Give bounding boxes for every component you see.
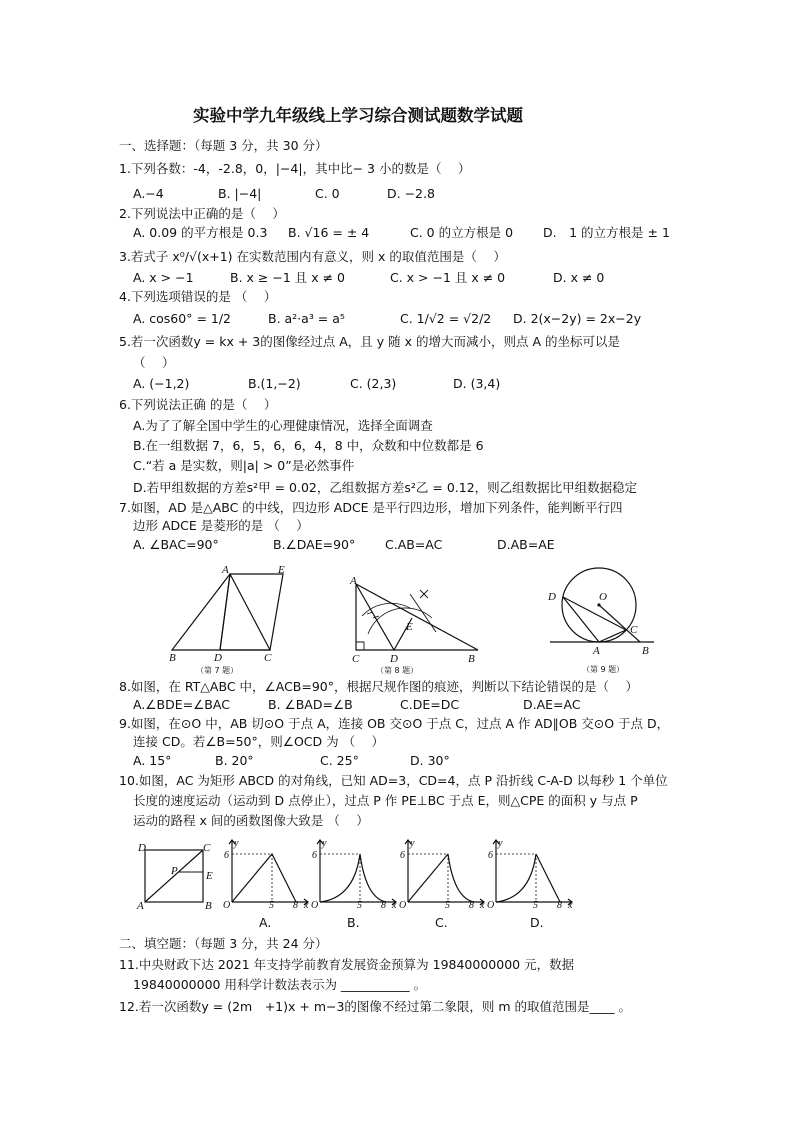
figure-8 [340, 574, 490, 678]
section-fill-heading: 二、填空题：（每题 3 分，共 24 分） [119, 936, 328, 951]
fig8-caption: （第 8 题） [376, 666, 419, 675]
q11-stem-line2: 19840000000 用科学计数法表示为 ___________ 。 [133, 977, 427, 992]
q4-option-c[interactable]: C. 1/√2 = √2/2 [400, 311, 492, 326]
q10c-origin: O [399, 900, 407, 908]
q10d-ymark: 6 [488, 850, 493, 861]
q4-option-b[interactable]: B. a²·a³ = a⁵ [268, 311, 345, 326]
q3-option-b[interactable]: B. x ≥ −1 且 x ≠ 0 [230, 270, 345, 285]
fig7-label-c: C [264, 652, 272, 664]
q9-option-d[interactable]: D. 30° [410, 753, 450, 768]
fig8-label-e: E [406, 621, 413, 633]
q10c-x1: 5 [445, 900, 450, 908]
q8-stem: 8.如图，在 RT△ABC 中，∠ACB=90°，根据尺规作图的痕迹，判断以下结论错误的是（ ） [119, 679, 638, 694]
q10-label-p: P [171, 865, 178, 877]
q4-stem: 4.下列选项错误的是 （ ） [119, 289, 277, 304]
fig7-label-b: B [169, 652, 176, 664]
fig9-label-a: A [593, 645, 600, 657]
q8-option-a[interactable]: A.∠BDE=∠BAC [133, 697, 230, 712]
q1-option-b[interactable]: B. |−4| [218, 186, 262, 201]
q2-stem: 2.下列说法中正确的是（ ） [119, 206, 285, 221]
q10d-axis-x: x [568, 900, 573, 908]
q10-option-d[interactable]: D. [530, 915, 544, 930]
q10b-x2: 8 [381, 900, 386, 908]
q12-stem: 12.若一次函数y = (2m +1)x + m−3的图像不经过第二象限，则 m 的取值范围是____ 。 [119, 999, 632, 1014]
q2-option-d[interactable]: D. 1 的立方根是 ± 1 [543, 225, 670, 240]
q6-stem: 6.下列说法正确 的是（ ） [119, 397, 277, 412]
q10d-x2: 8 [557, 900, 562, 908]
q3-stem: 3.若式子 x⁰/√(x+1) 在实数范围内有意义，则 x 的取值范围是（ ） [119, 249, 506, 264]
fig9-label-c: C [630, 624, 638, 636]
q6-option-d[interactable]: D.若甲组数据的方差s²甲 = 0.02，乙组数据方差s²乙 = 0.12，则乙组数据比甲组数据稳定 [133, 480, 638, 495]
fig7-label-d: D [214, 652, 222, 664]
q7-stem: 7.如图，AD 是△ABC 的中线，四边形 ADCE 是平行四边形，增加下列条件，能判断平行四 [119, 500, 623, 515]
q10c-ymark: 6 [400, 850, 405, 861]
q7-option-c[interactable]: C.AB=AC [385, 537, 443, 552]
q10-graph-d [486, 836, 576, 908]
q7-stem-line2: 边形 ADCE 是菱形的是 （ ） [133, 518, 309, 533]
q10a-x2: 8 [293, 900, 298, 908]
q10-graph-a [222, 836, 312, 908]
q11-stem: 11.中央财政下达 2021 年支持学前教育发展资金预算为 19840000000 元，数据 [119, 957, 575, 972]
q9-stem-line2: 连接 CD。若∠B=50°，则∠OCD 为 （ ） [133, 734, 385, 749]
q8-option-b[interactable]: B. ∠BAD=∠B [268, 697, 353, 712]
q10b-x1: 5 [357, 900, 362, 908]
q1-option-c[interactable]: C. 0 [315, 186, 340, 201]
figure-7 [160, 562, 300, 678]
figure-9 [542, 560, 657, 678]
q1-option-a[interactable]: A.−4 [133, 186, 164, 201]
q4-option-a[interactable]: A. cos60° = 1/2 [133, 311, 232, 326]
q7-option-a[interactable]: A. ∠BAC=90° [133, 537, 219, 552]
q9-stem: 9.如图，在⊙O 中，AB 切⊙O 于点 A，连接 OB 交⊙O 于点 C，过点 A 作 AD∥OB 交⊙O 于点 D， [119, 716, 670, 731]
q2-option-c[interactable]: C. 0 的立方根是 0 [410, 225, 514, 240]
q5-option-c[interactable]: C. (2,3) [350, 376, 397, 391]
q9-option-c[interactable]: C. 25° [320, 753, 359, 768]
q10a-axis-x: x [304, 900, 309, 908]
q2-option-b[interactable]: B. √16 = ± 4 [288, 225, 370, 240]
q10-stem-line3: 运动的路程 x 间的函数图像大致是 （ ） [133, 813, 369, 828]
q6-option-a[interactable]: A.为了了解全国中学生的心理健康情况，选择全面调查 [133, 418, 433, 433]
fig9-label-o: O [599, 591, 607, 603]
q10-label-b: B [205, 900, 212, 912]
q10b-axis-x: x [392, 900, 397, 908]
q10b-axis-y: y [322, 838, 327, 849]
q5-stem: 5.若一次函数y = kx + 3的图像经过点 A，且 y 随 x 的增大而减小，则点 A 的坐标可以是 [119, 334, 620, 349]
q10a-origin: O [223, 900, 231, 908]
q5-option-b[interactable]: B.(1,−2) [248, 376, 301, 391]
page-title: 实验中学九年级线上学习综合测试题数学试题 [193, 106, 523, 125]
fig7-label-e: E [278, 564, 285, 576]
q2-option-a[interactable]: A. 0.09 的平方根是 0.3 [133, 225, 268, 240]
q10-graph-b [310, 836, 400, 908]
q10b-ymark: 6 [312, 850, 317, 861]
q3-option-d[interactable]: D. x ≠ 0 [553, 270, 605, 285]
q10-label-a: A [137, 900, 144, 912]
fig8-label-c: C [352, 653, 360, 665]
q10-option-a[interactable]: A. [259, 915, 272, 930]
q6-option-c[interactable]: C.“若 a 是实数，则|a| > 0”是必然事件 [133, 458, 355, 473]
q10c-axis-x: x [480, 900, 485, 908]
fig9-label-b: B [642, 645, 649, 657]
q10a-ymark: 6 [224, 850, 229, 861]
q3-option-c[interactable]: C. x > −1 且 x ≠ 0 [390, 270, 506, 285]
fig7-label-a: A [222, 564, 229, 576]
q10d-axis-y: y [498, 838, 503, 849]
q5-stem-line2: （ ） [133, 355, 175, 370]
q10a-x1: 5 [269, 900, 274, 908]
q10d-x1: 5 [533, 900, 538, 908]
q1-option-d[interactable]: D. −2.8 [387, 186, 435, 201]
q10-stem: 10.如图，AC 为矩形 ABCD 的对角线，已知 AD=3，CD=4，点 P 沿折线 C-A-D 以每秒 1 个单位 [119, 773, 668, 788]
q7-option-d[interactable]: D.AB=AE [497, 537, 555, 552]
q10-rectangle-figure [133, 838, 223, 914]
q9-option-b[interactable]: B. 20° [215, 753, 254, 768]
section-choice-heading: 一、选择题：（每题 3 分，共 30 分） [119, 138, 328, 153]
q9-option-a[interactable]: A. 15° [133, 753, 172, 768]
q10-label-c: C [203, 842, 211, 854]
q10-label-e: E [206, 870, 213, 882]
q10-stem-line2: 长度的速度运动（运动到 D 点停止），过点 P 作 PE⊥BC 于点 E，则△CPE 的面积 y 与点 P [133, 793, 638, 808]
fig8-label-b: B [468, 653, 475, 665]
q8-option-d[interactable]: D.AE=AC [523, 697, 581, 712]
q10c-x2: 8 [469, 900, 474, 908]
q5-option-d[interactable]: D. (3,4) [453, 376, 501, 391]
fig9-caption: （第 9 题） [582, 665, 625, 674]
fig9-label-d: D [548, 591, 556, 603]
q10a-axis-y: y [234, 838, 239, 849]
q8-option-c[interactable]: C.DE=DC [400, 697, 460, 712]
fig8-label-d: D [390, 653, 398, 665]
q3-option-a[interactable]: A. x > −1 [133, 270, 194, 285]
q1-stem: 1.下列各数：-4，-2.8，0，|−4|，其中比− 3 小的数是（ ） [119, 161, 471, 176]
q10d-origin: O [487, 900, 495, 908]
fig8-label-a: A [350, 575, 357, 587]
fig7-caption: （第 7 题） [196, 666, 239, 675]
q5-option-a[interactable]: A. (−1,2) [133, 376, 190, 391]
q10-graph-c [398, 836, 488, 908]
q7-option-b[interactable]: B.∠DAE=90° [273, 537, 356, 552]
q10-label-d: D [138, 842, 146, 854]
q10-option-b[interactable]: B. [347, 915, 360, 930]
q4-option-d[interactable]: D. 2(x−2y) = 2x−2y [513, 311, 642, 326]
q10b-origin: O [311, 900, 319, 908]
q10c-axis-y: y [410, 838, 415, 849]
q10-option-c[interactable]: C. [435, 915, 448, 930]
q6-option-b[interactable]: B.在一组数据 7，6，5，6，6，4，8 中，众数和中位数都是 6 [133, 438, 484, 453]
